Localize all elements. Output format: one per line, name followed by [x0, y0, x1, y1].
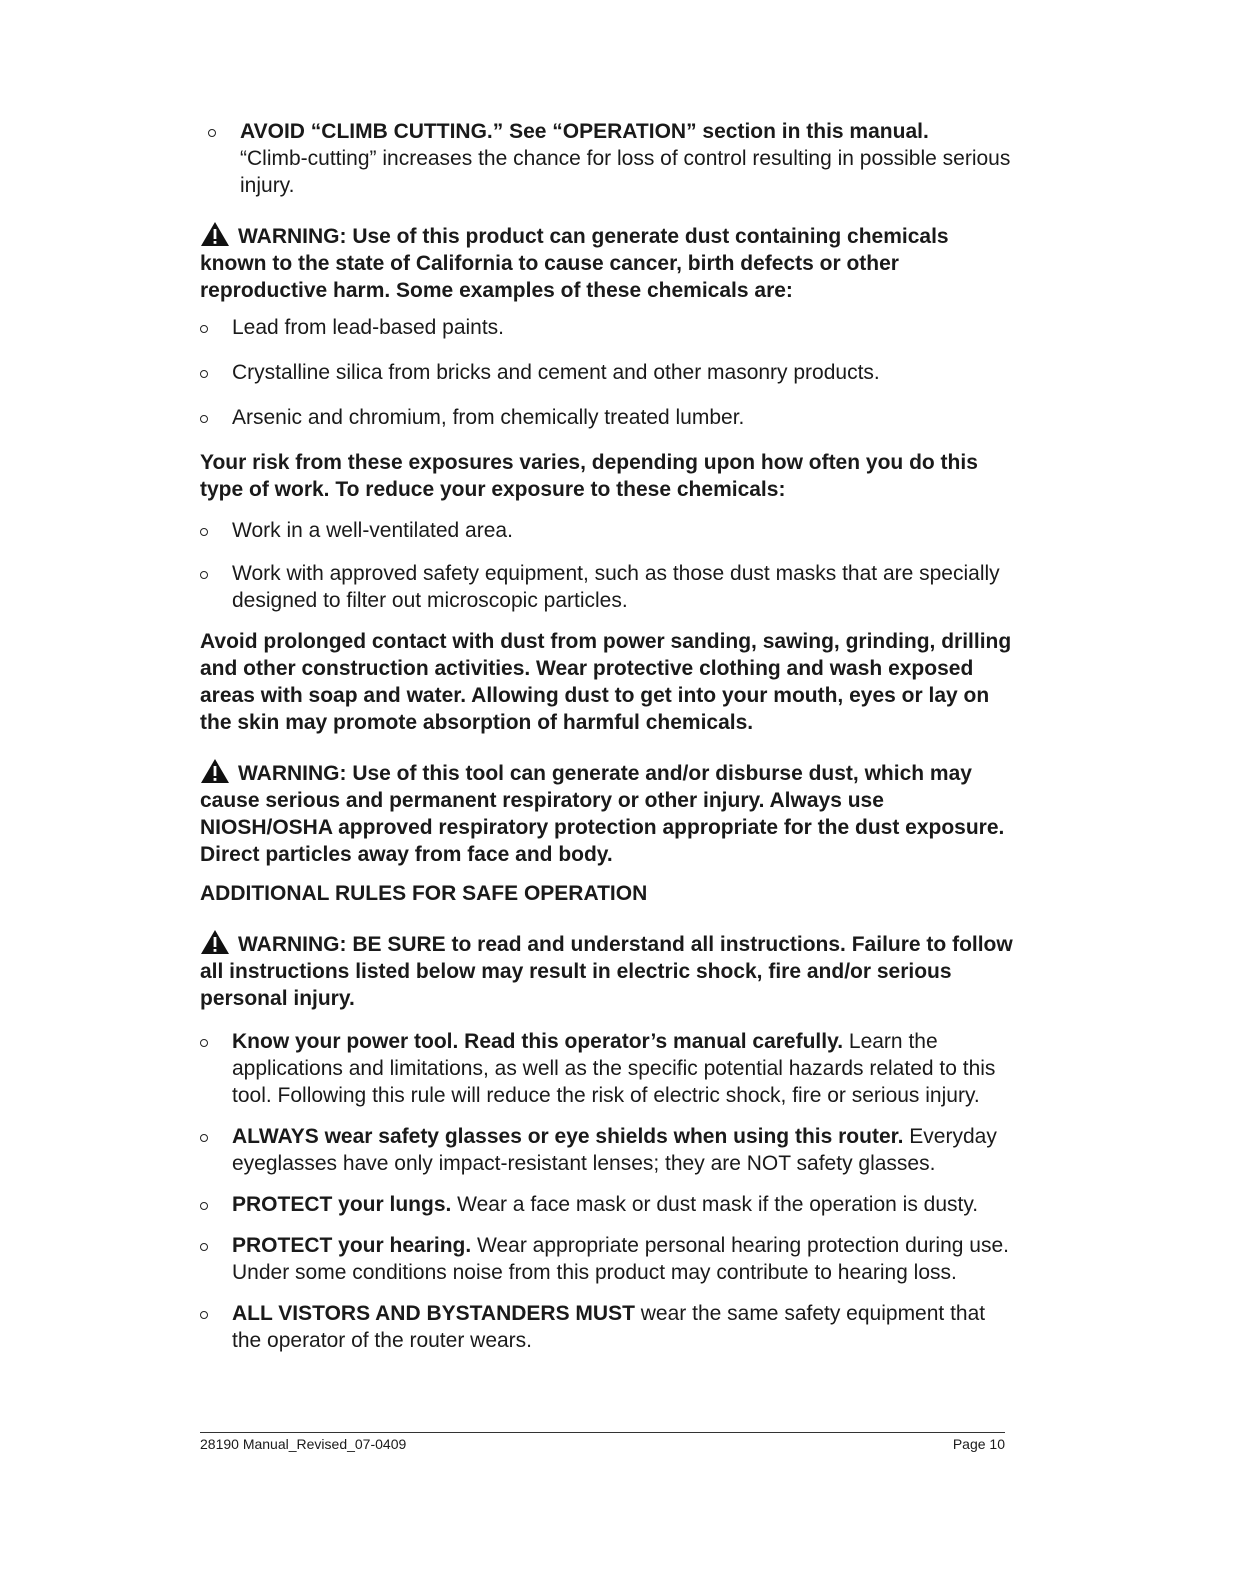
bullet-icon: [200, 415, 208, 423]
warning-dust-text: WARNING: Use of this tool can generate and/or disburse dust, which may cause serious and permanent respiratory or other injury. Always use NIOSH/OSHA approved respiratory protection appropriate for the dust exposure. Direct particles away from face and body.: [200, 762, 1005, 866]
rule-title: ALL VISTORS AND BYSTANDERS MUST: [232, 1302, 635, 1325]
rule-text: wear the same safety equipment that the operator of the router wears.: [232, 1302, 986, 1352]
list-item: [200, 1123, 1020, 1177]
bullet-icon: [200, 1202, 208, 1210]
warning-california: [200, 221, 1020, 304]
bullet-icon: [200, 571, 208, 579]
warning-california-text: WARNING: Use of this product can generate dust containing chemicals known to the state of California to cause cancer, birth defects or other reproductive harm. Some examples of these chemicals are:: [200, 225, 949, 302]
warning-triangle-icon: [200, 929, 230, 955]
climb-cutting-title: AVOID “CLIMB CUTTING.” See “OPERATION” section in this manual.: [240, 120, 929, 143]
bullet-icon: [200, 370, 208, 378]
bullet-icon: [200, 1134, 208, 1142]
footer-document-id: 28190 Manual_Revised_07-0409: [200, 1436, 407, 1452]
list-item: [200, 404, 1020, 431]
rule-title: ALWAYS wear safety glasses or eye shields when using this router.: [232, 1125, 904, 1148]
list-item: [200, 359, 1020, 386]
bullet-icon: [200, 1243, 208, 1251]
warning-dust: [200, 758, 1020, 868]
list-item: [200, 1191, 1020, 1218]
warning-instructions: [200, 929, 1020, 1012]
rule-title: PROTECT your lungs.: [232, 1193, 452, 1216]
list-item: [200, 1028, 1020, 1109]
bullet-icon: [208, 129, 216, 137]
rule-title: PROTECT your hearing.: [232, 1234, 472, 1257]
bullet-icon: [200, 1311, 208, 1319]
climb-cutting-item: [200, 118, 1020, 199]
chemical-item-text: Crystalline silica from bricks and cement and other masonry products.: [232, 361, 880, 384]
warning-triangle-icon: [200, 221, 230, 247]
climb-cutting-text: “Climb-cutting” increases the chance for loss of control resulting in possible serious injury.: [240, 147, 1011, 197]
bullet-icon: [200, 528, 208, 536]
page-content: [200, 118, 1020, 1354]
chemical-item-text: Arsenic and chromium, from chemically treated lumber.: [232, 406, 745, 429]
page-footer: [200, 1432, 1005, 1453]
rule-text: Learn the applications and limitations, as well as the specific potential hazards related to this tool. Following this rule will reduce the risk of electric shock, fire or serious injury.: [232, 1030, 996, 1107]
reduce-item-text: Work with approved safety equipment, such as those dust masks that are specially designed to filter out microscopic particles.: [232, 562, 1000, 612]
footer-page-number: Page 10: [952, 1436, 1005, 1452]
bullet-icon: [200, 1039, 208, 1047]
avoid-dust-paragraph: Avoid prolonged contact with dust from power sanding, sawing, grinding, drilling and other construction activities. Wear protective clothing and wash exposed areas with soap and water. Allowing dust to get into your mouth, eyes or lay on the skin may promote absorption of harmful chemicals.: [200, 630, 1012, 734]
list-item: [200, 1232, 1020, 1286]
rule-text: Wear appropriate personal hearing protection during use. Under some conditions noise from this product may contribute to hearing loss.: [232, 1234, 1009, 1284]
list-item: [200, 1300, 1020, 1354]
rule-title: Know your power tool. Read this operator’s manual carefully.: [232, 1030, 844, 1053]
list-item: [200, 560, 1020, 614]
list-item: [200, 517, 1020, 544]
bullet-icon: [200, 325, 208, 333]
chemical-item-text: Lead from lead-based paints.: [232, 316, 505, 339]
warning-instructions-text: WARNING: BE SURE to read and understand all instructions. Failure to follow all instructions listed below may result in electric shock, fire and/or serious personal injury.: [200, 933, 1013, 1010]
risk-paragraph: Your risk from these exposures varies, depending upon how often you do this type of work. To reduce your exposure to these chemicals:: [200, 451, 978, 501]
list-item: [200, 314, 1020, 341]
reduce-item-text: Work in a well-ventilated area.: [232, 519, 513, 542]
section-heading: ADDITIONAL RULES FOR SAFE OPERATION: [200, 882, 648, 905]
warning-triangle-icon: [200, 758, 230, 784]
rule-text: Everyday eyeglasses have only impact-resistant lenses; they are NOT safety glasses.: [232, 1125, 997, 1175]
rule-text: Wear a face mask or dust mask if the operation is dusty.: [451, 1193, 979, 1216]
